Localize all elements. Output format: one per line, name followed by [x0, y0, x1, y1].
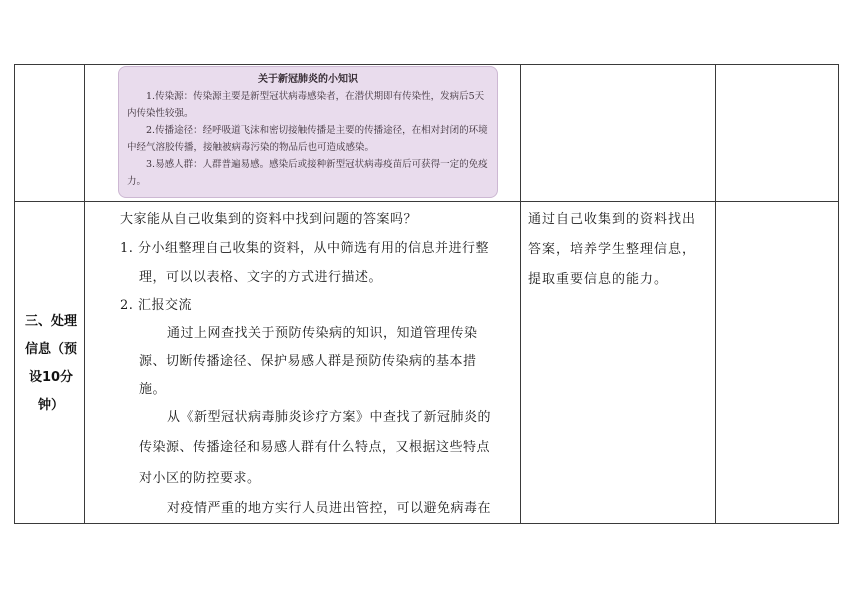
stage-label-line: 设10分	[28, 370, 74, 385]
activity-step-1: 1. 分小组整理自己收集的资料，从中筛选有用的信息并进行整	[120, 241, 490, 256]
activity-paragraph: 从《新型冠状病毒肺炎诊疗方案》中查找了新冠肺炎的	[167, 410, 492, 425]
knowledge-item: 2.传播途径：经呼吸道飞沫和密切接触传播是主要的传播途径，在相对封闭的环境中经气溶胶传播，接触被病毒污染的物品后也可造成感染。	[127, 125, 488, 153]
column-divider-1	[84, 64, 85, 524]
activity-paragraph: 源、切断传播途径、保护易感人群是预防传染病的基本措	[139, 354, 477, 369]
activity-paragraph: 通过上网查找关于预防传染病的知识，知道管理传染	[167, 326, 478, 341]
activity-paragraph: 对小区的防控要求。	[139, 471, 261, 486]
column-divider-2	[520, 64, 521, 524]
stage-label-line: 钟）	[37, 398, 64, 413]
activity-paragraph: 传染源、传播途径和易感人群有什么特点，又根据这些特点	[139, 440, 491, 455]
activity-step-2: 2. 汇报交流	[120, 298, 193, 313]
knowledge-box-title: 关于新冠肺炎的小知识	[258, 74, 358, 85]
stage-label-line: 信息（预	[24, 342, 77, 357]
table-left-border	[14, 64, 15, 524]
activity-paragraph: 施。	[139, 382, 167, 397]
activity-question: 大家能从自己收集到的资料中找到问题的答案吗？	[120, 212, 418, 227]
activity-paragraph: 对疫情严重的地方实行人员进出管控，可以避免病毒在	[167, 501, 492, 516]
design-purpose	[528, 205, 718, 295]
knowledge-item: 3.易感人群：人群普遍易感。感染后或接种新型冠状病毒疫苗后可获得一定的免疫力。	[127, 159, 488, 187]
table-right-border	[838, 64, 839, 524]
purpose-line: 通过自己收集到的资料找出	[528, 212, 697, 227]
knowledge-box	[118, 66, 498, 198]
activity-step-1-cont: 理，可以以表格、文字的方式进行描述。	[139, 270, 383, 285]
purpose-line: 提取重要信息的能力。	[528, 272, 669, 287]
stage-label	[18, 308, 84, 420]
stage-label-line: 三、处理	[24, 314, 77, 329]
purpose-line: 答案，培养学生整理信息，	[528, 242, 697, 257]
knowledge-item: 1.传染源：传染源主要是新型冠状病毒感染者，在潜伏期即有传染性，发病后5天内传染性较强。	[127, 91, 485, 119]
